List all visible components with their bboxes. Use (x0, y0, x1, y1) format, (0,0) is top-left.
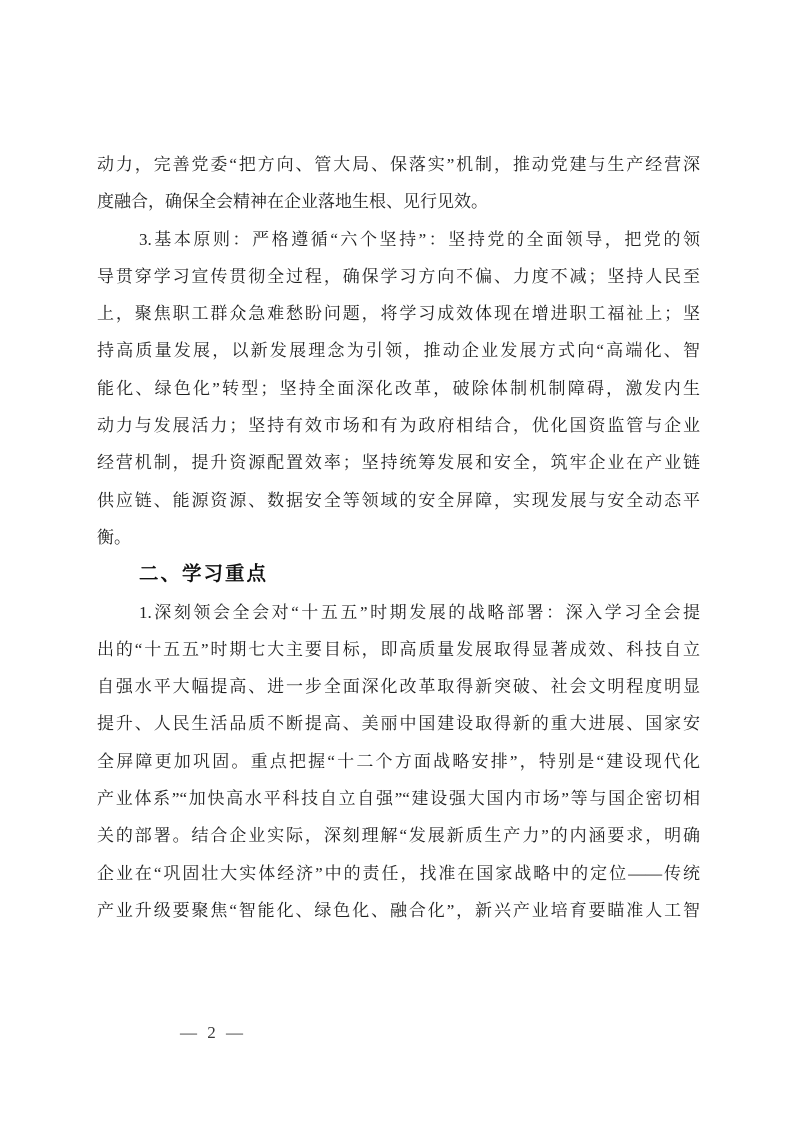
text-line: 全屏障更加巩固。重点把握“十二个方面战略安排”，特别是“建设现代化 (97, 751, 700, 771)
text-line: 动力与发展活力；坚持有效市场和有为政府相结合，优化国资监管与企业 (97, 416, 700, 436)
text-line: 经营机制，提升资源配置效率；坚持统筹发展和安全，筑牢企业在产业链 (97, 453, 700, 473)
text-line: 企业在“巩固壮大实体经济”中的责任，找准在国家战略中的定位——传统 (97, 863, 700, 883)
text-line: 关的部署。结合企业实际，深刻理解“发展新质生产力”的内涵要求，明确 (97, 826, 700, 846)
text-line: 出的“十五五”时期七大主要目标，即高质量发展取得显著成效、科技自立 (97, 639, 700, 659)
text-line: 产业体系”“加快高水平科技自立自强”“建设强大国内市场”等与国企密切相 (97, 789, 700, 809)
text-line: 自强水平大幅提高、进一步全面深化改革取得新突破、社会文明程度明显 (97, 677, 700, 697)
text-line: 产业升级要聚焦“智能化、绿色化、融合化”，新兴产业培育要瞄准人工智 (97, 900, 700, 920)
text-line: 能化、绿色化”转型；坚持全面深化改革，破除体制机制障碍，激发内生 (97, 378, 700, 398)
text-line: 导贯穿学习宣传贯彻全过程，确保学习方向不偏、力度不减；坚持人民至 (97, 266, 700, 286)
text-line: 3.基本原则：严格遵循“六个坚持”：坚持党的全面领导，把党的领 (139, 229, 700, 249)
text-line: 供应链、能源资源、数据安全等领域的安全屏障，实现发展与安全动态平 (97, 490, 700, 510)
text-line: 上，聚焦职工群众急难愁盼问题，将学习成效体现在增进职工福祉上；坚 (97, 304, 700, 324)
page-number: — 2 — (180, 1023, 243, 1042)
text-line: 提升、人民生活品质不断提高、美丽中国建设取得新的重大进展、国家安 (97, 714, 700, 734)
text-line: 1.深刻领会全会对“十五五”时期发展的战略部署：深入学习全会提 (139, 602, 700, 622)
text-line: 持高质量发展，以新发展理念为引领，推动企业发展方式向“高端化、智 (97, 341, 700, 361)
section-heading: 二、学习重点 (139, 563, 269, 586)
text-line: 动力，完善党委“把方向、管大局、保落实”机制，推动党建与生产经营深 (97, 155, 700, 174)
document-body (97, 146, 700, 929)
text-line: 度融合，确保全会精神在企业落地生根、见行见效。 (97, 192, 488, 212)
text-line: 衡。 (97, 527, 131, 547)
